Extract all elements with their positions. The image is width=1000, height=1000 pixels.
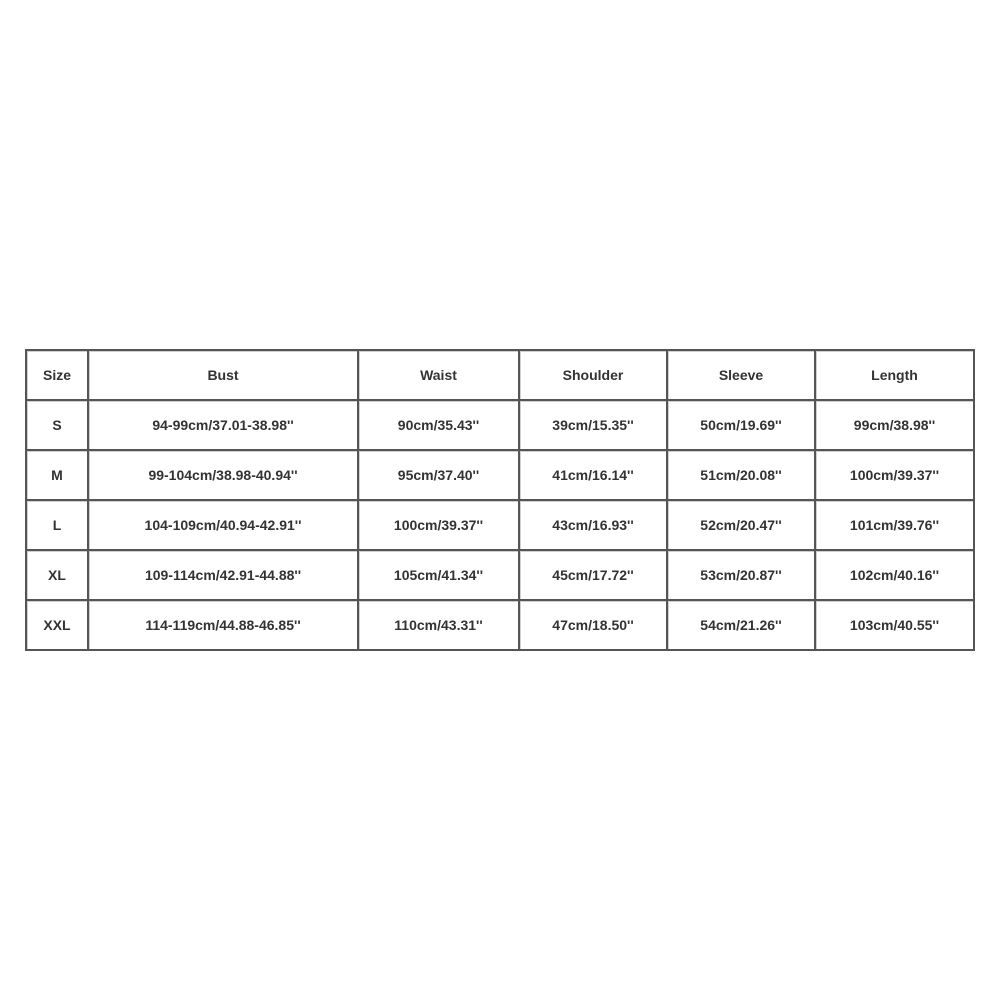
sleeve-cell: 53cm/20.87'' [668,551,816,601]
bust-cell: 109-114cm/42.91-44.88'' [89,551,359,601]
size-cell: XXL [27,601,89,651]
size-cell: XL [27,551,89,601]
length-cell: 101cm/39.76'' [816,501,975,551]
size-cell: L [27,501,89,551]
bust-cell: 94-99cm/37.01-38.98'' [89,401,359,451]
column-header-size: Size [27,351,89,401]
shoulder-cell: 47cm/18.50'' [520,601,668,651]
shoulder-cell: 39cm/15.35'' [520,401,668,451]
waist-cell: 110cm/43.31'' [359,601,520,651]
bust-cell: 104-109cm/40.94-42.91'' [89,501,359,551]
bust-cell: 99-104cm/38.98-40.94'' [89,451,359,501]
length-cell: 100cm/39.37'' [816,451,975,501]
waist-cell: 95cm/37.40'' [359,451,520,501]
table-row [27,451,975,501]
size-chart-table [25,349,975,651]
column-header-waist: Waist [359,351,520,401]
waist-cell: 105cm/41.34'' [359,551,520,601]
shoulder-cell: 45cm/17.72'' [520,551,668,601]
shoulder-cell: 43cm/16.93'' [520,501,668,551]
column-header-length: Length [816,351,975,401]
size-cell: M [27,451,89,501]
size-cell: S [27,401,89,451]
table-row [27,401,975,451]
table-row [27,501,975,551]
table-row [27,601,975,651]
bust-cell: 114-119cm/44.88-46.85'' [89,601,359,651]
table-row [27,551,975,601]
sleeve-cell: 51cm/20.08'' [668,451,816,501]
length-cell: 99cm/38.98'' [816,401,975,451]
waist-cell: 100cm/39.37'' [359,501,520,551]
column-header-sleeve: Sleeve [668,351,816,401]
waist-cell: 90cm/35.43'' [359,401,520,451]
length-cell: 102cm/40.16'' [816,551,975,601]
column-header-shoulder: Shoulder [520,351,668,401]
length-cell: 103cm/40.55'' [816,601,975,651]
sleeve-cell: 54cm/21.26'' [668,601,816,651]
header-row [27,351,975,401]
sleeve-cell: 50cm/19.69'' [668,401,816,451]
sleeve-cell: 52cm/20.47'' [668,501,816,551]
shoulder-cell: 41cm/16.14'' [520,451,668,501]
column-header-bust: Bust [89,351,359,401]
